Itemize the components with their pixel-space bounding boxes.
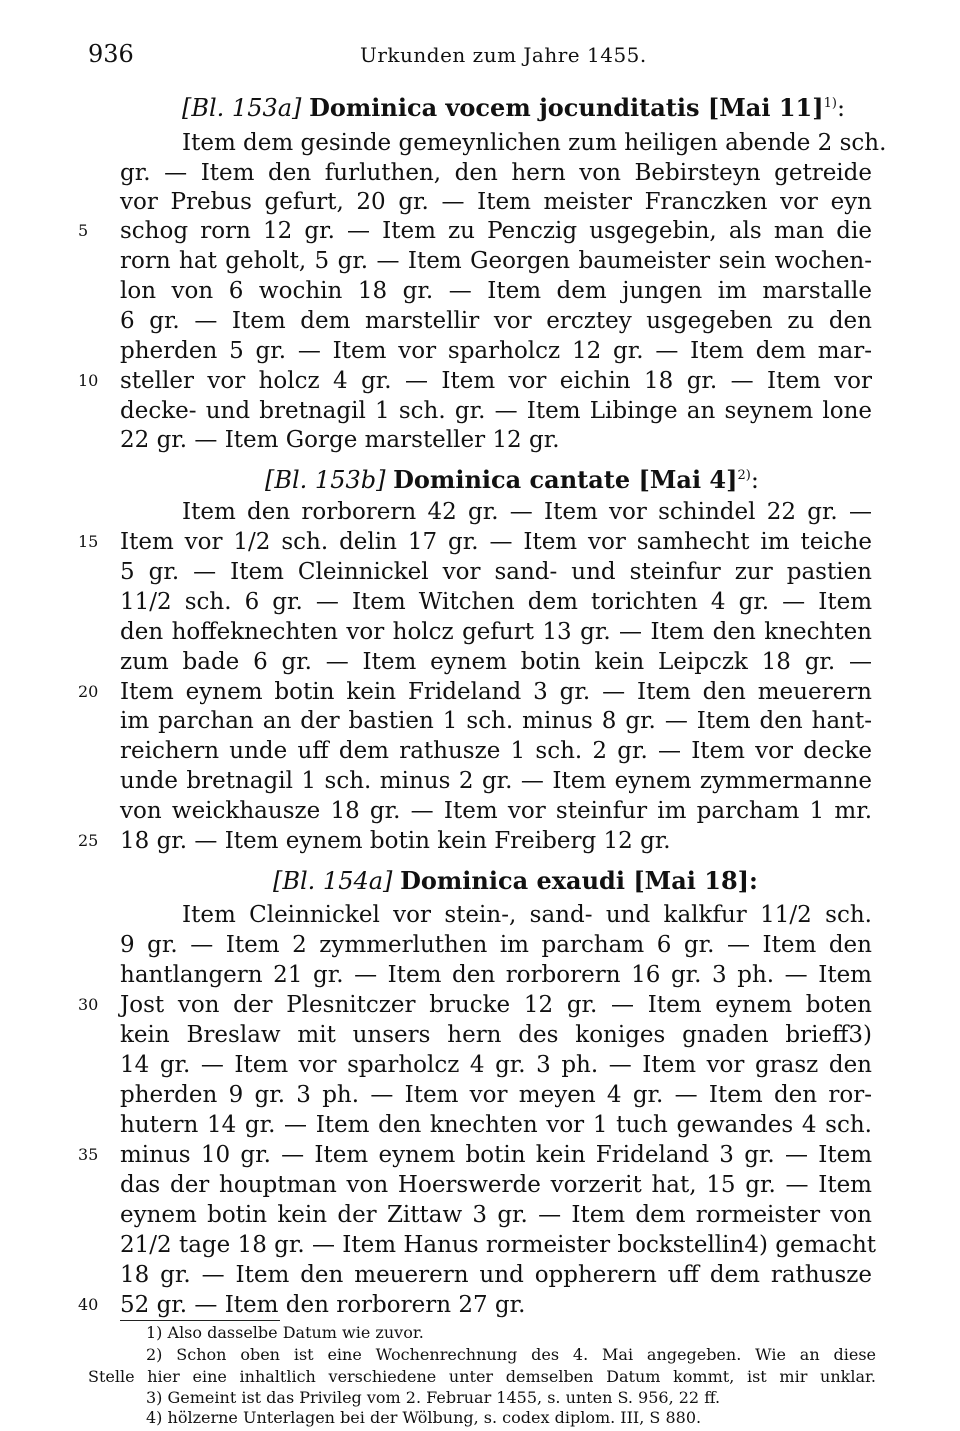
text-line: minus 10 gr. — Item eynem botin kein Frideland 3 gr. — Item — [120, 1142, 872, 1168]
text-line: das der houptman von Hoerswerde vorzerit hat, 15 gr. — Item — [120, 1172, 872, 1198]
text-line: gr. — Item den furluthen, den hern von Bebirsteyn getreide — [120, 160, 872, 186]
text-line: den hoffeknechten vor holcz gefurt 13 gr. — Item den knechten — [120, 619, 872, 645]
text-line: 6 gr. — Item dem marstellir vor ercztey usgegeben zu den — [120, 308, 872, 334]
line-number: 40 — [78, 1295, 99, 1314]
text-line: steller vor holcz 4 gr. — Item vor eichin 18 gr. — Item vor — [120, 368, 872, 394]
text-line: 14 gr. — Item vor sparholcz 4 gr. 3 ph. — Item vor grasz den — [120, 1052, 872, 1078]
section-title: Dominica cantate [Mai 4] — [393, 465, 738, 494]
section-title: Dominica vocem jocunditatis [Mai 11] — [309, 93, 824, 122]
text-line: schog rorn 12 gr. — Item zu Penczig usgegebin, als man die — [120, 218, 872, 244]
text-line: vor Prebus gefurt, 20 gr. — Item meister Franczken vor eyn — [120, 189, 872, 215]
line-number: 35 — [78, 1145, 99, 1164]
running-head: Urkunden zum Jahre 1455. — [360, 43, 647, 67]
page-header — [88, 40, 878, 74]
folio-reference: [Bl. 153b] — [265, 466, 386, 494]
text-line: 5 gr. — Item Cleinnickel vor sand- und steinfur zur pastien — [120, 559, 872, 585]
line-number: 25 — [78, 831, 99, 850]
footnote-4: 4) hölzerne Unterlagen bei der Wölbung, s. codex diplom. III, S 880. — [146, 1408, 702, 1427]
text-line: Item den rorborern 42 gr. — Item vor schindel 22 gr. — — [182, 499, 872, 525]
footnote-marker: 2) — [737, 468, 751, 483]
folio-reference: [Bl. 154a] — [273, 867, 393, 895]
text-line: 11/2 sch. 6 gr. — Item Witchen dem torichten 4 gr. — Item — [120, 589, 872, 615]
footnote-2-continued: Stelle hier eine inhaltlich verschiedene unter demselben Datum kommt, ist mir unklar. — [88, 1367, 876, 1386]
footnote-3: 3) Gemeint ist das Privileg vom 2. Februar 1455, s. unten S. 956, 22 ff. — [146, 1388, 721, 1407]
text-line: Jost von der Plesnitczer brucke 12 gr. — Item eynem boten — [120, 992, 872, 1018]
text-line: reichern unde uff dem rathusze 1 sch. 2 gr. — Item vor decke — [120, 738, 872, 764]
text-line: hantlangern 21 gr. — Item den rorborern 16 gr. 3 ph. — Item — [120, 962, 872, 988]
text-line: unde bretnagil 1 sch. minus 2 gr. — Item eynem zymmermanne — [120, 768, 872, 794]
text-line: 52 gr. — Item den rorborern 27 gr. — [120, 1292, 526, 1318]
text-line: eynem botin kein der Zittaw 3 gr. — Item dem rormeister von — [120, 1202, 872, 1228]
folio-reference: [Bl. 153a] — [182, 94, 302, 122]
text-line: im parchan an der bastien 1 sch. minus 8 gr. — Item den hant- — [120, 708, 872, 734]
text-line: pherden 5 gr. — Item vor sparholcz 12 gr. — Item dem mar- — [120, 338, 872, 364]
section-heading-3 — [273, 866, 873, 896]
text-line: rorn hat geholt, 5 gr. — Item Georgen baumeister sein wochen- — [120, 248, 872, 274]
line-number: 5 — [78, 221, 89, 240]
section-title: Dominica exaudi [Mai 18]: — [400, 866, 758, 895]
text-line: kein Breslaw mit unsers hern des koniges gnaden brieff3) — [120, 1022, 872, 1048]
text-line: Item eynem botin kein Frideland 3 gr. — Item den meuerern — [120, 679, 872, 705]
text-line: zum bade 6 gr. — Item eynem botin kein Leipczk 18 gr. — — [120, 649, 872, 675]
text-line: Item dem gesinde gemeynlichen zum heiligen abende 2 sch. — [182, 130, 887, 156]
text-line: Item Cleinnickel vor stein-, sand- und kalkfur 11/2 sch. — [182, 902, 872, 928]
line-number: 10 — [78, 371, 99, 390]
footnote-1: 1) Also dasselbe Datum wie zuvor. — [146, 1323, 424, 1342]
text-line: 9 gr. — Item 2 zymmerluthen im parcham 6 gr. — Item den — [120, 932, 872, 958]
page-number: 936 — [88, 40, 134, 68]
footnote-2: 2) Schon oben ist eine Wochenrechnung des 4. Mai angegeben. Wie an diese — [146, 1345, 876, 1364]
text-line: pherden 9 gr. 3 ph. — Item vor meyen 4 gr. — Item den ror- — [120, 1082, 872, 1108]
line-number: 20 — [78, 682, 99, 701]
text-line: hutern 14 gr. — Item den knechten vor 1 tuch gewandes 4 sch. — [120, 1112, 872, 1138]
text-line: 18 gr. — Item den meuerern und oppherern uff dem rathusze — [120, 1262, 872, 1288]
text-line: 18 gr. — Item eynem botin kein Freiberg 12 gr. — [120, 828, 671, 854]
text-line: Item vor 1/2 sch. delin 17 gr. — Item vor samhecht im teiche — [120, 529, 872, 555]
text-line: 22 gr. — Item Gorge marsteller 12 gr. — [120, 427, 560, 453]
text-line: lon von 6 wochin 18 gr. — Item dem jungen im marstalle — [120, 278, 872, 304]
text-line: decke- und bretnagil 1 sch. gr. — Item Libinge an seynem lone — [120, 398, 872, 424]
footnote-rule — [120, 1320, 280, 1321]
text-line: 21/2 tage 18 gr. — Item Hanus rormeister bockstellin4) gemacht — [120, 1232, 877, 1258]
line-number: 30 — [78, 995, 99, 1014]
text-line: von weickhausze 18 gr. — Item vor steinfur im parcham 1 mr. — [120, 798, 872, 824]
section-heading-2: [Bl. 153b] Dominica cantate [Mai 4]$^{2)}$: — [265, 465, 759, 494]
section-heading-1: [Bl. 153a] Dominica vocem jocunditatis [Mai 11]$^{1)}$: — [182, 93, 846, 122]
footnote-marker: 1) — [823, 96, 837, 111]
line-number: 15 — [78, 532, 99, 551]
